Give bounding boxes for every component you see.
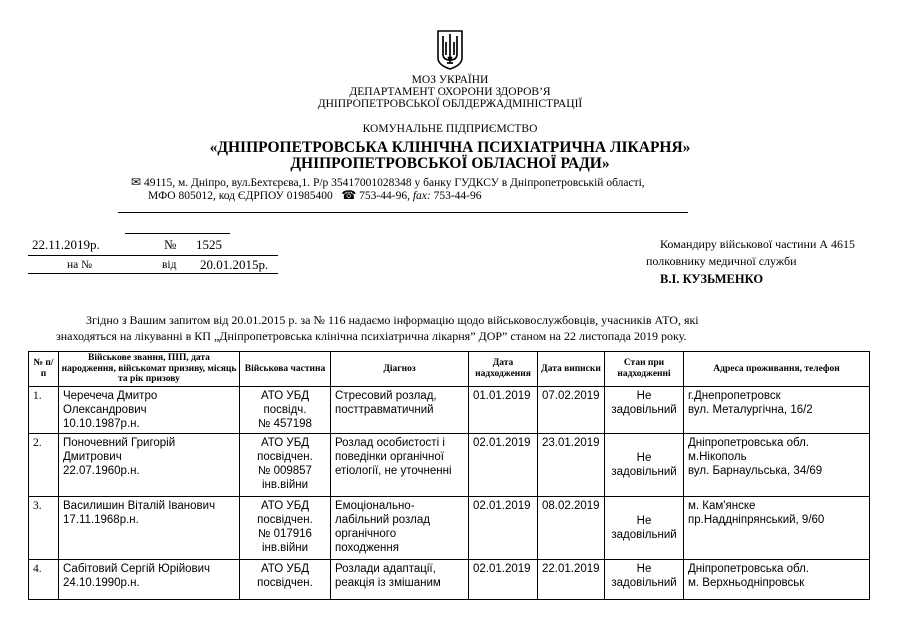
patients-table [28,351,870,600]
person-line: Дмитрович [63,450,122,463]
status-line: Не [636,562,652,575]
outgoing-date: 22.11.2019р. [32,237,100,252]
addressee-line2: полковнику медичної служби [646,254,797,268]
addressee-name: В.І. КУЗЬМЕНКО [660,272,764,286]
status-line: Не [636,514,652,527]
coat-of-arms-icon [437,30,463,70]
cell-diagnosis [331,433,469,496]
unit-line: посвідчен. [257,513,313,526]
person-line: Василишин Віталій Іванович [63,499,216,512]
address-line: м.Нікополь [688,450,747,463]
phone-text: 753-44-96, [359,190,410,202]
address-line: вул. Металургічна, 16/2 [688,403,813,416]
cell-discharged: 07.02.2019 [538,386,605,433]
cell-status [605,496,684,559]
cell-unit [240,496,331,559]
administration-name: ДНІПРОПЕТРОВСЬКОЇ ОБЛДЕРЖАДМІНІСТРАЦІЇ [317,98,583,110]
address-text: 49115, м. Дніпро, вул.Бехтєрєва,1. Р/р 35417001028348 у банку ГУДКСУ в Дніпропетровській області, [143,177,645,189]
cell-number: 4. [29,559,59,599]
cell-status [605,559,684,599]
person-line: 22.07.1960р.н. [63,464,140,477]
diagnosis-line: посттравматичний [335,403,434,416]
cell-discharged: 23.01.2019 [538,433,605,496]
status-line: Не [636,451,652,464]
institution-title-line2: ДНІПРОПЕТРОВСЬКОЇ ОБЛАСНОЇ РАДИ» [290,155,610,172]
header-person: Військове звання, ПІП, дата народження, військомат призиву, місяць та рік призову [59,352,240,387]
body-line2: знаходяться на лікуванні в КП „Дніпропетровська клінічна психіатрична лікарня” ДОР” станом на 22 листопада 2019 року. [56,329,687,343]
header-divider [118,212,688,213]
unit-line: АТО УБД [260,436,310,449]
header-diagnosis: Діагноз [331,352,469,387]
outgoing-number: 1525 [196,237,222,252]
unit-line: № 017916 [258,527,312,540]
header-number: № п/п [29,352,59,387]
address-line: вул. Барнаульська, 34/69 [688,464,823,477]
diagnosis-line: поведінки органічної [335,450,444,463]
diagnosis-line: Стресовий розлад, [335,389,437,402]
fax-text: 753-44-96 [433,190,482,202]
diagnosis-line: Розлад особистості і [335,436,445,449]
header-address: Адреса проживання, телефон [684,352,870,387]
cell-discharged: 22.01.2019 [538,559,605,599]
status-line: задовільний [611,576,677,589]
cell-admitted: 02.01.2019 [469,496,538,559]
ministry-name: МОЗ УКРАЇНИ [411,74,489,86]
status-line: задовільний [611,403,677,416]
table-header-row [29,352,870,387]
address-line: пр.Наддніпрянський, 9/60 [688,513,825,526]
department-name: ДЕПАРТАМЕНТ ОХОРОНИ ЗДОРОВ’Я [349,86,551,98]
person-line: Сабітовий Сергій Юрійович [63,562,211,575]
person-line: Олександрович [63,403,147,416]
diagnosis-line: Розлади адаптації, [335,562,436,575]
cell-address [684,496,870,559]
cell-unit [240,559,331,599]
cell-status [605,386,684,433]
table-row [29,559,870,599]
cell-unit [240,433,331,496]
unit-line: АТО УБД [260,499,310,512]
cell-person [59,496,240,559]
unit-line: № 457198 [258,417,312,430]
body-line1: Згідно з Вашим запитом від 20.01.2015 р. за № 116 надаємо інформацію щодо військовослужбовців, учасників АТО, які [86,313,699,327]
status-line: задовільний [611,465,677,478]
address-line: м. Верхньодніпровськ [688,576,805,589]
table-row [29,433,870,496]
address-line: Дніпропетровська обл. [688,562,809,575]
address-line: м. Кам'янске [688,499,756,512]
diagnosis-line: лабільний розлад [335,513,430,526]
cell-number: 2. [29,433,59,496]
cell-number: 1. [29,386,59,433]
cell-number: 3. [29,496,59,559]
ref-line-2 [28,273,278,274]
diagnosis-line: походження [335,541,399,554]
mfo-text: МФО 805012, код ЄДРПОУ 01985400 [148,190,333,202]
cell-unit [240,386,331,433]
table-row [29,496,870,559]
number-label: № [164,237,177,252]
cell-address [684,559,870,599]
diagnosis-line: етіології, не уточненні [335,464,452,477]
cell-admitted: 02.01.2019 [469,559,538,599]
cell-address [684,433,870,496]
diagnosis-line: Емоціонально- [335,499,415,512]
cell-diagnosis [331,496,469,559]
person-line: 10.10.1987р.н. [63,417,140,430]
unit-line: АТО УБД [260,562,310,575]
unit-line: № 009857 [258,464,312,477]
phone-icon: ☎ [341,188,357,202]
header-unit: Військова частина [240,352,331,387]
unit-line: посвідч. [263,403,307,416]
enterprise-type: КОМУНАЛЬНЕ ПІДПРИЄМСТВО [362,123,538,135]
diagnosis-line: органічного [335,527,397,540]
ref-top-line [125,233,230,234]
contacts-line [148,189,482,203]
address-line: г.Днепропетровск [688,389,781,402]
fax-label: fax: [412,190,431,202]
person-line: 24.10.1990р.н. [63,576,140,589]
address-line [131,176,645,190]
institution-title: «ДНІПРОПЕТРОВСЬКА КЛІНІЧНА ПСИХІАТРИЧНА ЛІКАРНЯ» [209,139,691,156]
header-admitted: Дата надходження [469,352,538,387]
status-line: задовільний [611,528,677,541]
header-discharged: Дата виписки [538,352,605,387]
cell-person [59,433,240,496]
cell-address [684,386,870,433]
cell-discharged: 08.02.2019 [538,496,605,559]
header-status: Стан при надходженні [605,352,684,387]
unit-line: інв.війни [261,478,309,491]
table-row [29,386,870,433]
addressee-line1: Командиру військової частини А 4615 [660,237,856,251]
diagnosis-line: реакція із змішаним [335,576,441,589]
cell-diagnosis [331,386,469,433]
person-line: 17.11.1968р.н. [63,513,139,526]
cell-admitted: 01.01.2019 [469,386,538,433]
incoming-date: 20.01.2015р. [200,257,269,272]
ref-line [28,255,278,256]
cell-status [605,433,684,496]
person-line: Поночевний Григорій [63,436,176,449]
unit-line: посвідчен. [257,576,313,589]
unit-line: інв.війни [261,541,309,554]
cell-admitted: 02.01.2019 [469,433,538,496]
cell-person [59,559,240,599]
cell-diagnosis [331,559,469,599]
from-label: від [162,259,177,271]
person-line: Черечеча Дмитро [63,389,158,402]
unit-line: посвідчен. [257,450,313,463]
cell-person [59,386,240,433]
envelope-icon: ✉ [131,175,142,189]
address-line: Дніпропетровська обл. [688,436,809,449]
status-line: Не [636,389,652,402]
incoming-label: на № [67,259,93,271]
unit-line: АТО УБД [260,389,310,402]
